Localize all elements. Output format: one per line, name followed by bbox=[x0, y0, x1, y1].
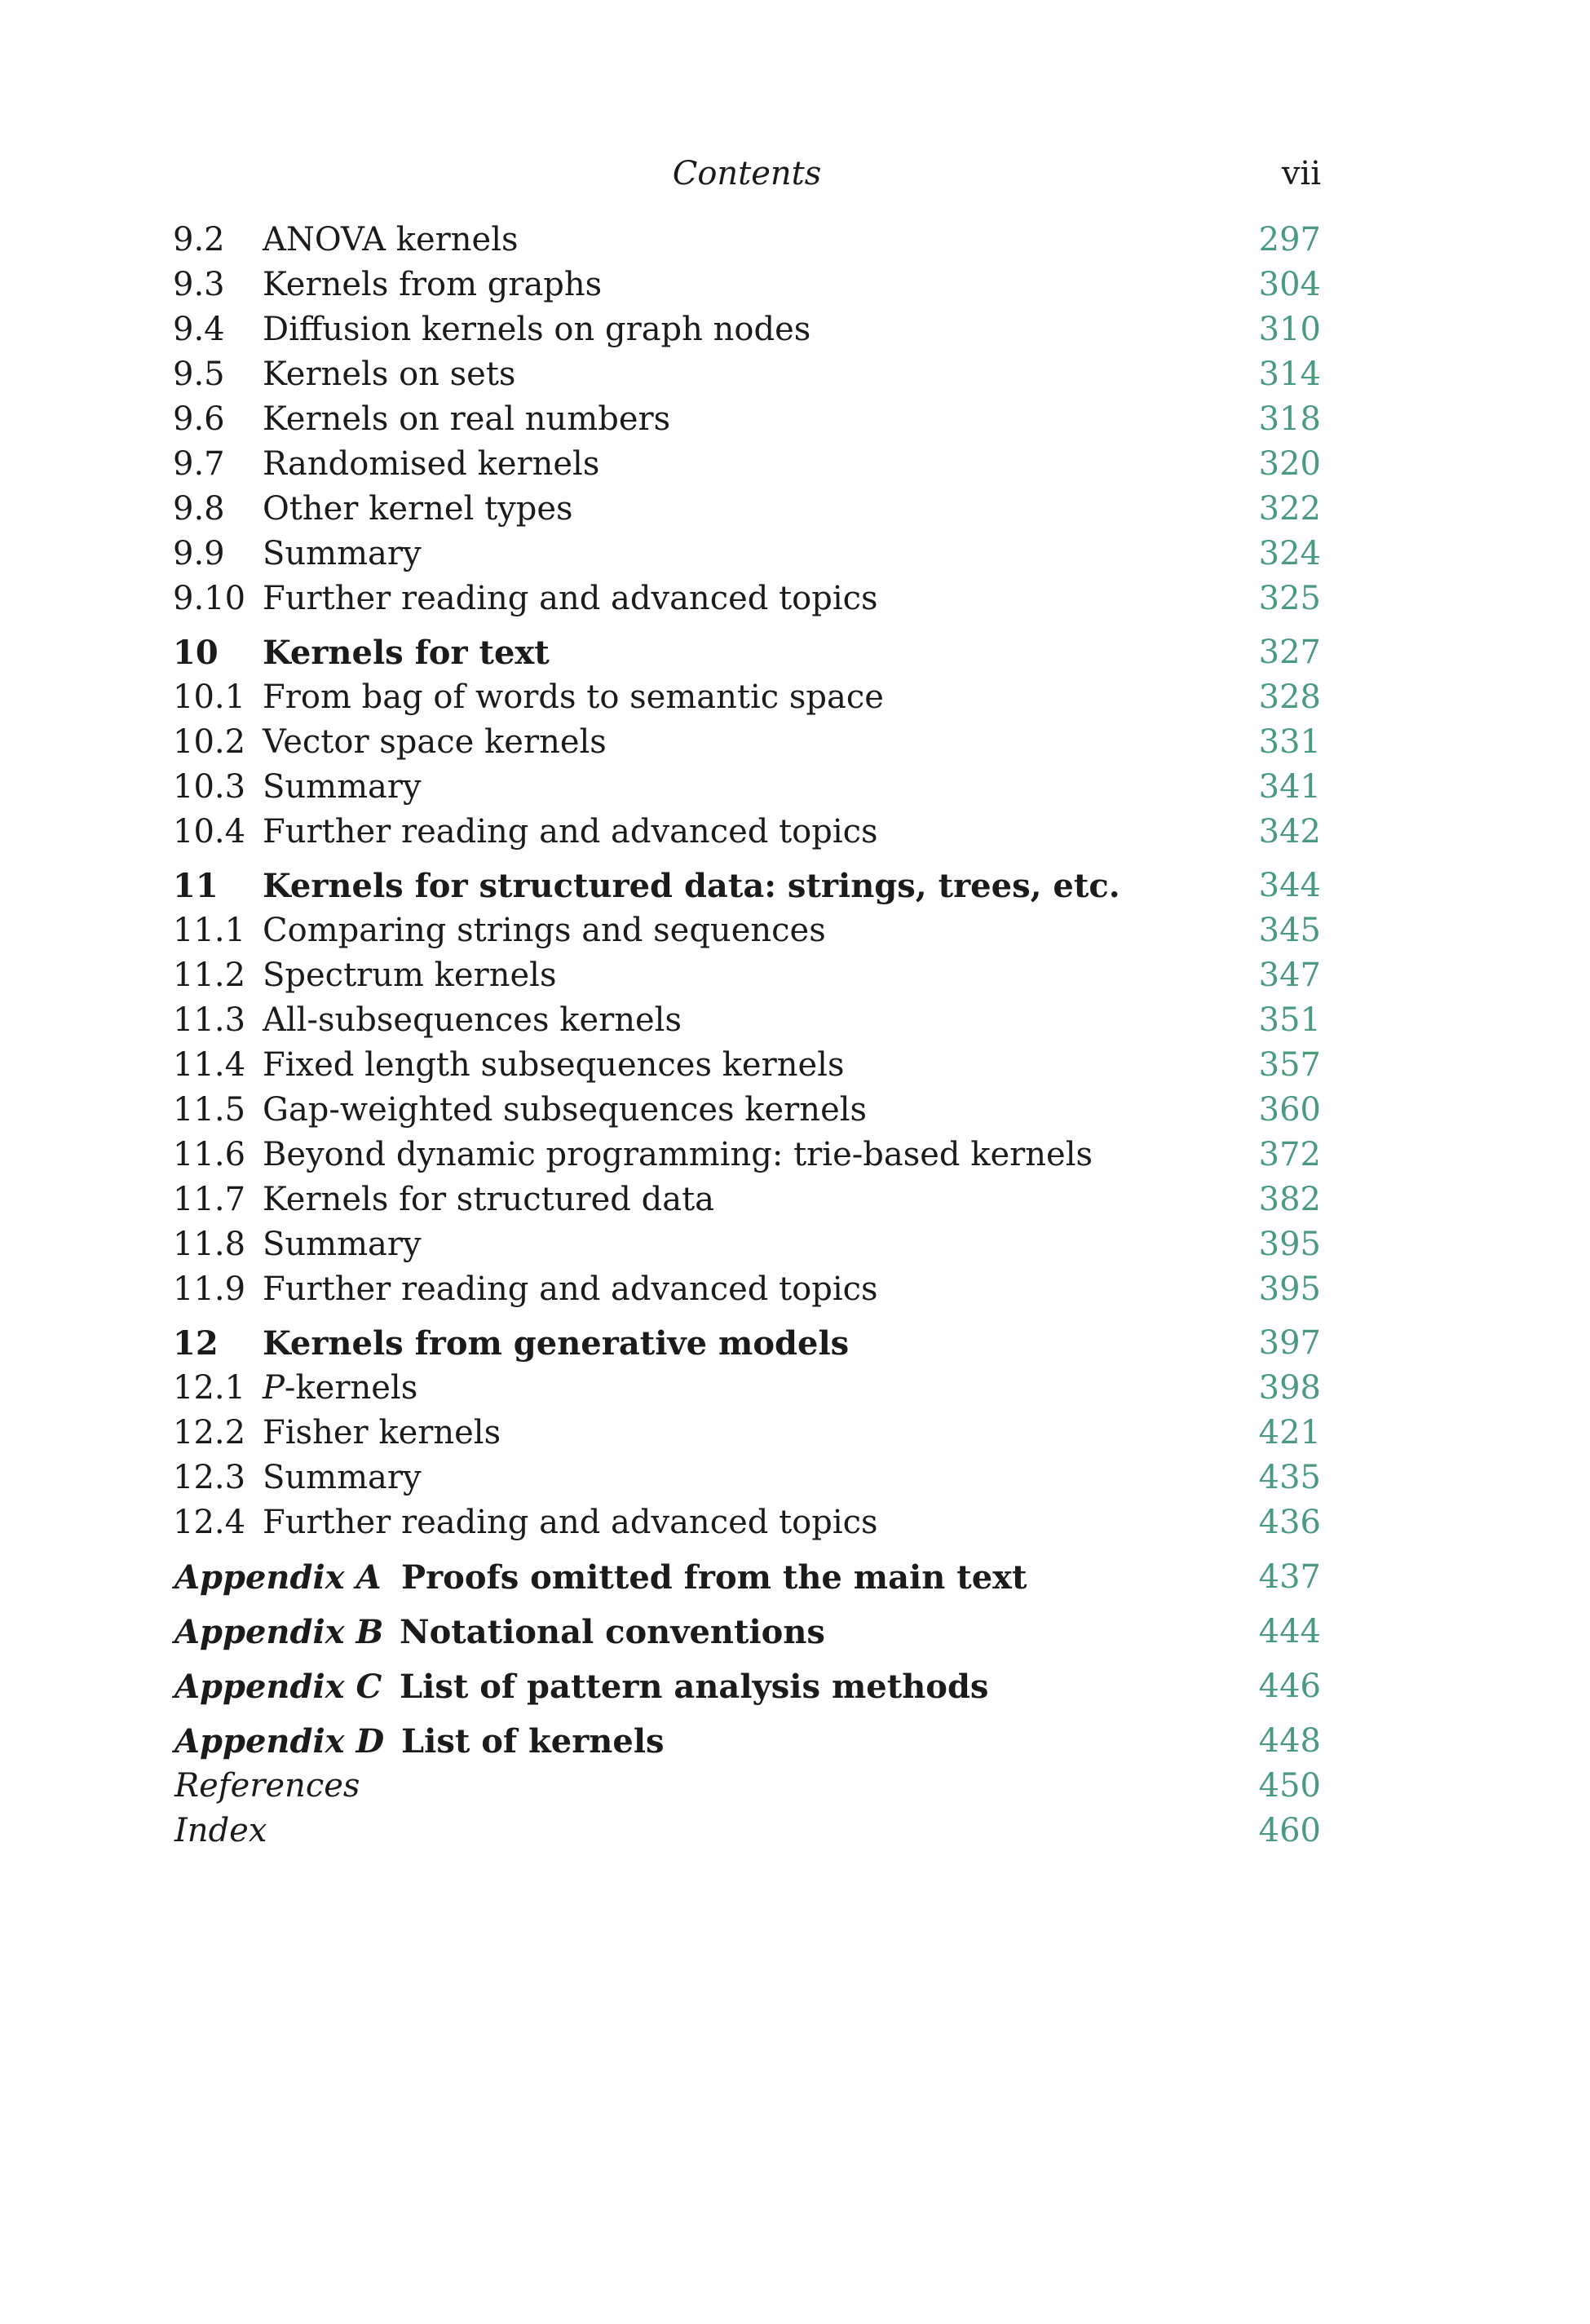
section-number: 11.9 bbox=[173, 1270, 246, 1308]
chapter-title: Kernels from generative models bbox=[263, 1324, 850, 1363]
page-link[interactable]: 397 bbox=[1258, 1324, 1321, 1362]
page-link[interactable]: 310 bbox=[1258, 311, 1321, 348]
section-number: 9.3 bbox=[173, 266, 225, 303]
running-head bbox=[173, 155, 1321, 196]
page-link[interactable]: 436 bbox=[1258, 1504, 1321, 1541]
page-link[interactable]: 304 bbox=[1258, 266, 1321, 303]
section-title-math-prefix: P bbox=[263, 1369, 285, 1407]
toc-entry[interactable] bbox=[173, 1267, 1321, 1312]
toc-chapter-11[interactable] bbox=[173, 864, 1321, 908]
appendix-label: Appendix A bbox=[174, 1558, 382, 1597]
toc-entry[interactable] bbox=[173, 1043, 1321, 1088]
page-link[interactable]: 341 bbox=[1258, 768, 1321, 806]
section-number: 9.8 bbox=[173, 490, 225, 528]
appendix-title: List of pattern analysis methods bbox=[400, 1668, 989, 1706]
toc-chapter-12[interactable] bbox=[173, 1321, 1321, 1366]
index-title: Index bbox=[174, 1812, 267, 1849]
section-number: 10.4 bbox=[173, 813, 246, 851]
toc-entry[interactable] bbox=[173, 1500, 1321, 1545]
page-link[interactable]: 460 bbox=[1258, 1812, 1321, 1849]
page-link[interactable]: 327 bbox=[1258, 634, 1321, 671]
section-number: 12.4 bbox=[173, 1504, 246, 1541]
page-link[interactable]: 314 bbox=[1258, 356, 1321, 393]
toc-entry[interactable] bbox=[173, 1133, 1321, 1177]
toc-entry[interactable] bbox=[173, 720, 1321, 765]
appendix-label: Appendix B bbox=[174, 1613, 384, 1651]
page-link[interactable]: 345 bbox=[1258, 912, 1321, 949]
toc-appendix-c[interactable] bbox=[173, 1664, 1321, 1709]
section-title: All-subsequences kernels bbox=[263, 1001, 682, 1039]
section-number: 9.4 bbox=[173, 311, 225, 348]
page-link[interactable]: 318 bbox=[1258, 400, 1321, 438]
section-number: 11.4 bbox=[173, 1046, 246, 1084]
references-title: References bbox=[174, 1767, 360, 1805]
toc-entry[interactable] bbox=[173, 675, 1321, 720]
section-number: 9.10 bbox=[173, 580, 246, 617]
page-link[interactable]: 297 bbox=[1258, 221, 1321, 258]
running-head-title: Contents bbox=[672, 155, 822, 192]
page-link[interactable]: 328 bbox=[1258, 678, 1321, 716]
appendix-title: Notational conventions bbox=[400, 1613, 825, 1651]
section-number: 11.5 bbox=[173, 1091, 246, 1129]
toc-appendix-a[interactable] bbox=[173, 1555, 1321, 1600]
section-number: 11.8 bbox=[173, 1226, 246, 1263]
page-link[interactable]: 325 bbox=[1258, 580, 1321, 617]
section-title: Further reading and advanced topics bbox=[263, 813, 878, 851]
chapter-title: Kernels for structured data: strings, trees, etc. bbox=[263, 867, 1120, 905]
appendix-title: List of kernels bbox=[401, 1722, 665, 1761]
page-link[interactable]: 446 bbox=[1258, 1668, 1321, 1705]
page-link[interactable]: 347 bbox=[1258, 957, 1321, 994]
page-link[interactable]: 342 bbox=[1258, 813, 1321, 851]
section-title bbox=[263, 1366, 417, 1411]
page-link[interactable]: 360 bbox=[1258, 1091, 1321, 1129]
section-title: Other kernel types bbox=[263, 490, 573, 528]
page-link[interactable]: 344 bbox=[1258, 867, 1321, 904]
toc-entry[interactable] bbox=[173, 765, 1321, 810]
toc-entry[interactable] bbox=[173, 953, 1321, 998]
toc-entry[interactable] bbox=[173, 218, 1321, 263]
section-title: Further reading and advanced topics bbox=[263, 580, 878, 617]
section-number: 11.3 bbox=[173, 1001, 246, 1039]
section-title: Vector space kernels bbox=[263, 723, 607, 761]
page-link[interactable]: 437 bbox=[1258, 1558, 1321, 1596]
section-title: Kernels from graphs bbox=[263, 266, 603, 303]
toc-appendix-d[interactable] bbox=[173, 1719, 1321, 1764]
section-title: Kernels for structured data bbox=[263, 1181, 715, 1218]
appendix-title: Proofs omitted from the main text bbox=[401, 1558, 1027, 1597]
section-number: 9.5 bbox=[173, 356, 225, 393]
section-number: 11.6 bbox=[173, 1136, 246, 1173]
section-title: ANOVA kernels bbox=[263, 221, 519, 258]
toc-entry[interactable] bbox=[173, 307, 1321, 352]
page-link[interactable]: 444 bbox=[1258, 1613, 1321, 1650]
page-number: vii bbox=[1281, 155, 1321, 192]
toc-entry[interactable] bbox=[173, 1177, 1321, 1222]
section-title: Further reading and advanced topics bbox=[263, 1504, 878, 1541]
section-title: Kernels on sets bbox=[263, 356, 516, 393]
section-title: Summary bbox=[263, 768, 422, 806]
page-link[interactable]: 382 bbox=[1258, 1181, 1321, 1218]
chapter-number: 12 bbox=[173, 1324, 219, 1363]
section-title: Fisher kernels bbox=[263, 1414, 501, 1451]
section-number: 9.9 bbox=[173, 535, 225, 572]
chapter-number: 11 bbox=[173, 867, 219, 905]
section-number: 10.1 bbox=[173, 678, 246, 716]
section-title: Comparing strings and sequences bbox=[263, 912, 826, 949]
toc-entry[interactable] bbox=[173, 487, 1321, 532]
section-title: Spectrum kernels bbox=[263, 957, 557, 994]
section-number: 12.1 bbox=[173, 1369, 246, 1407]
section-number: 12.2 bbox=[173, 1414, 246, 1451]
toc-entry[interactable] bbox=[173, 1088, 1321, 1133]
section-number: 11.1 bbox=[173, 912, 246, 949]
page-link[interactable]: 398 bbox=[1258, 1369, 1321, 1407]
section-title-suffix: -kernels bbox=[284, 1369, 418, 1407]
toc-index[interactable] bbox=[173, 1809, 1321, 1853]
appendix-label: Appendix C bbox=[174, 1668, 382, 1706]
toc-entry[interactable] bbox=[173, 810, 1321, 855]
section-number: 9.2 bbox=[173, 221, 225, 258]
page-link[interactable]: 395 bbox=[1258, 1270, 1321, 1308]
chapter-title: Kernels for text bbox=[263, 634, 550, 672]
page-link[interactable]: 351 bbox=[1258, 1001, 1321, 1039]
page-link[interactable]: 450 bbox=[1258, 1767, 1321, 1805]
toc-entry[interactable] bbox=[173, 908, 1321, 953]
section-number: 9.7 bbox=[173, 445, 225, 483]
toc-chapter-10[interactable] bbox=[173, 630, 1321, 675]
page-link[interactable]: 331 bbox=[1258, 723, 1321, 761]
toc-entry[interactable] bbox=[173, 998, 1321, 1043]
toc-entry[interactable] bbox=[173, 1366, 1321, 1411]
section-title: Diffusion kernels on graph nodes bbox=[263, 311, 811, 348]
section-number: 10.3 bbox=[173, 768, 246, 806]
page-link[interactable]: 320 bbox=[1258, 445, 1321, 483]
section-number: 11.2 bbox=[173, 957, 246, 994]
toc-entry[interactable] bbox=[173, 352, 1321, 397]
section-title: Beyond dynamic programming: trie-based kernels bbox=[263, 1136, 1093, 1173]
toc-entry[interactable] bbox=[173, 1456, 1321, 1500]
page-link[interactable]: 421 bbox=[1258, 1414, 1321, 1451]
toc-entry[interactable] bbox=[173, 442, 1321, 487]
toc-entry[interactable] bbox=[173, 1222, 1321, 1267]
page-link[interactable]: 395 bbox=[1258, 1226, 1321, 1263]
page-link[interactable]: 448 bbox=[1258, 1722, 1321, 1760]
section-title: Randomised kernels bbox=[263, 445, 600, 483]
chapter-number: 10 bbox=[173, 634, 219, 672]
page-link[interactable]: 357 bbox=[1258, 1046, 1321, 1084]
table-of-contents bbox=[173, 218, 1321, 1853]
page-link[interactable]: 435 bbox=[1258, 1459, 1321, 1496]
toc-entry[interactable] bbox=[173, 577, 1321, 621]
section-number: 10.2 bbox=[173, 723, 246, 761]
page-link[interactable]: 372 bbox=[1258, 1136, 1321, 1173]
section-title: From bag of words to semantic space bbox=[263, 678, 884, 716]
toc-appendix-b[interactable] bbox=[173, 1610, 1321, 1655]
toc-entry[interactable] bbox=[173, 1411, 1321, 1456]
section-title: Kernels on real numbers bbox=[263, 400, 671, 438]
page-link[interactable]: 324 bbox=[1258, 535, 1321, 572]
section-number: 9.6 bbox=[173, 400, 225, 438]
page-link[interactable]: 322 bbox=[1258, 490, 1321, 528]
toc-entry[interactable] bbox=[173, 397, 1321, 442]
toc-references[interactable] bbox=[173, 1764, 1321, 1809]
appendix-label: Appendix D bbox=[174, 1722, 385, 1761]
section-title: Summary bbox=[263, 535, 422, 572]
section-number: 11.7 bbox=[173, 1181, 246, 1218]
section-title: Summary bbox=[263, 1226, 422, 1263]
toc-entry[interactable] bbox=[173, 263, 1321, 307]
section-title: Fixed length subsequences kernels bbox=[263, 1046, 845, 1084]
section-title: Summary bbox=[263, 1459, 422, 1496]
section-title: Gap-weighted subsequences kernels bbox=[263, 1091, 868, 1129]
section-number: 12.3 bbox=[173, 1459, 246, 1496]
toc-entry[interactable] bbox=[173, 532, 1321, 577]
section-title: Further reading and advanced topics bbox=[263, 1270, 878, 1308]
